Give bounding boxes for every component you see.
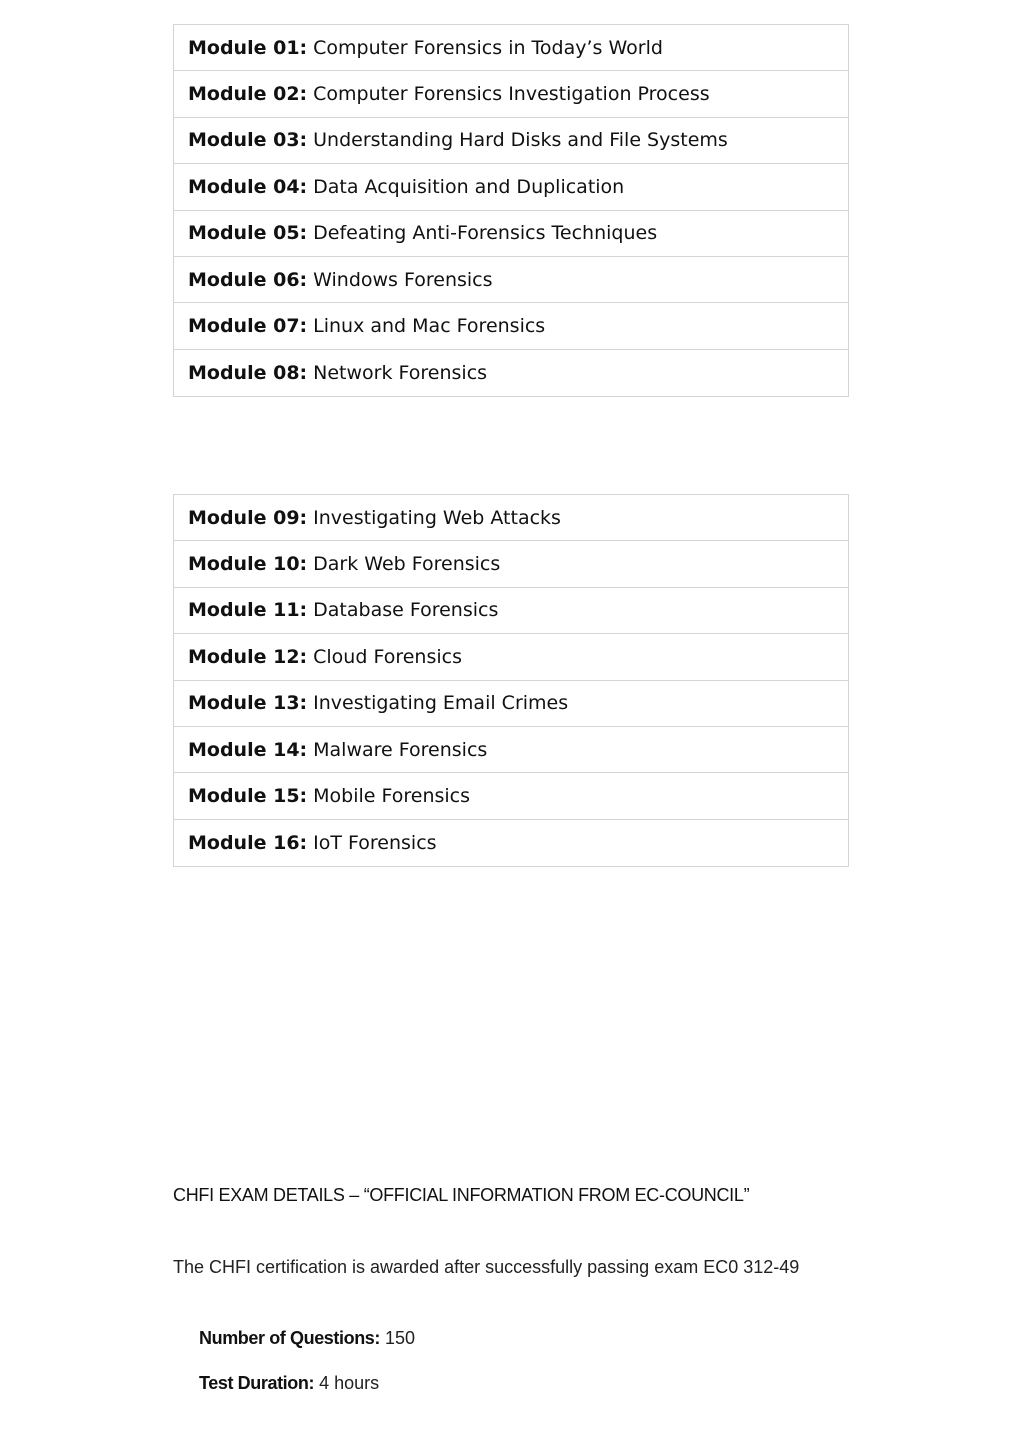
module-row — [174, 71, 848, 117]
module-number: Module 16: — [188, 831, 308, 854]
detail-value: 150 — [385, 1328, 416, 1348]
module-row — [174, 25, 848, 71]
module-title: IoT Forensics — [313, 831, 437, 854]
module-title: Investigating Web Attacks — [313, 506, 561, 529]
exam-details-heading: CHFI EXAM DETAILS – “OFFICIAL INFORMATION FROM EC-COUNCIL” — [173, 1185, 750, 1205]
detail-label: Test Duration: — [199, 1373, 315, 1393]
module-number: Module 11: — [188, 599, 308, 622]
module-row — [174, 681, 848, 727]
exam-intro-text: The CHFI certification is awarded after successfully passing exam EC0 312-49 — [173, 1257, 800, 1277]
module-row — [174, 495, 848, 541]
module-row — [174, 211, 848, 257]
module-row — [174, 820, 848, 866]
module-row — [174, 303, 848, 349]
module-row — [174, 257, 848, 303]
module-number: Module 09: — [188, 506, 308, 529]
module-number: Module 14: — [188, 738, 308, 761]
module-row — [174, 634, 848, 680]
module-title: Understanding Hard Disks and File Systems — [313, 129, 728, 152]
module-number: Module 02: — [188, 83, 308, 106]
module-number: Module 12: — [188, 645, 308, 668]
module-number: Module 13: — [188, 692, 308, 715]
module-title: Linux and Mac Forensics — [313, 315, 546, 338]
module-number: Module 08: — [188, 361, 308, 384]
module-title: Network Forensics — [313, 361, 488, 384]
module-number: Module 05: — [188, 222, 308, 245]
detail-label: Number of Questions: — [199, 1328, 381, 1348]
module-table-part1 — [173, 24, 849, 397]
module-title: Computer Forensics Investigation Process — [313, 83, 710, 106]
module-number: Module 10: — [188, 553, 308, 576]
module-row — [174, 541, 848, 587]
module-title: Data Acquisition and Duplication — [313, 175, 625, 198]
module-title: Malware Forensics — [313, 738, 488, 761]
detail-value: 4 hours — [319, 1373, 380, 1393]
module-row — [174, 350, 848, 396]
module-row — [174, 118, 848, 164]
module-title: Investigating Email Crimes — [313, 692, 569, 715]
module-number: Module 15: — [188, 785, 308, 808]
test-duration — [199, 1373, 379, 1394]
module-title: Defeating Anti-Forensics Techniques — [313, 222, 658, 245]
module-row — [174, 727, 848, 773]
module-number: Module 06: — [188, 268, 308, 291]
number-of-questions — [199, 1328, 415, 1349]
module-number: Module 03: — [188, 129, 308, 152]
module-title: Cloud Forensics — [313, 645, 462, 668]
module-title: Dark Web Forensics — [313, 553, 501, 576]
module-row — [174, 773, 848, 819]
module-title: Windows Forensics — [313, 268, 493, 291]
module-title: Computer Forensics in Today’s World — [313, 36, 663, 59]
module-number: Module 04: — [188, 175, 308, 198]
module-number: Module 07: — [188, 315, 308, 338]
module-row — [174, 588, 848, 634]
module-title: Database Forensics — [313, 599, 499, 622]
module-title: Mobile Forensics — [313, 785, 471, 808]
module-table-part2 — [173, 494, 849, 867]
module-number: Module 01: — [188, 36, 308, 59]
module-row — [174, 164, 848, 210]
